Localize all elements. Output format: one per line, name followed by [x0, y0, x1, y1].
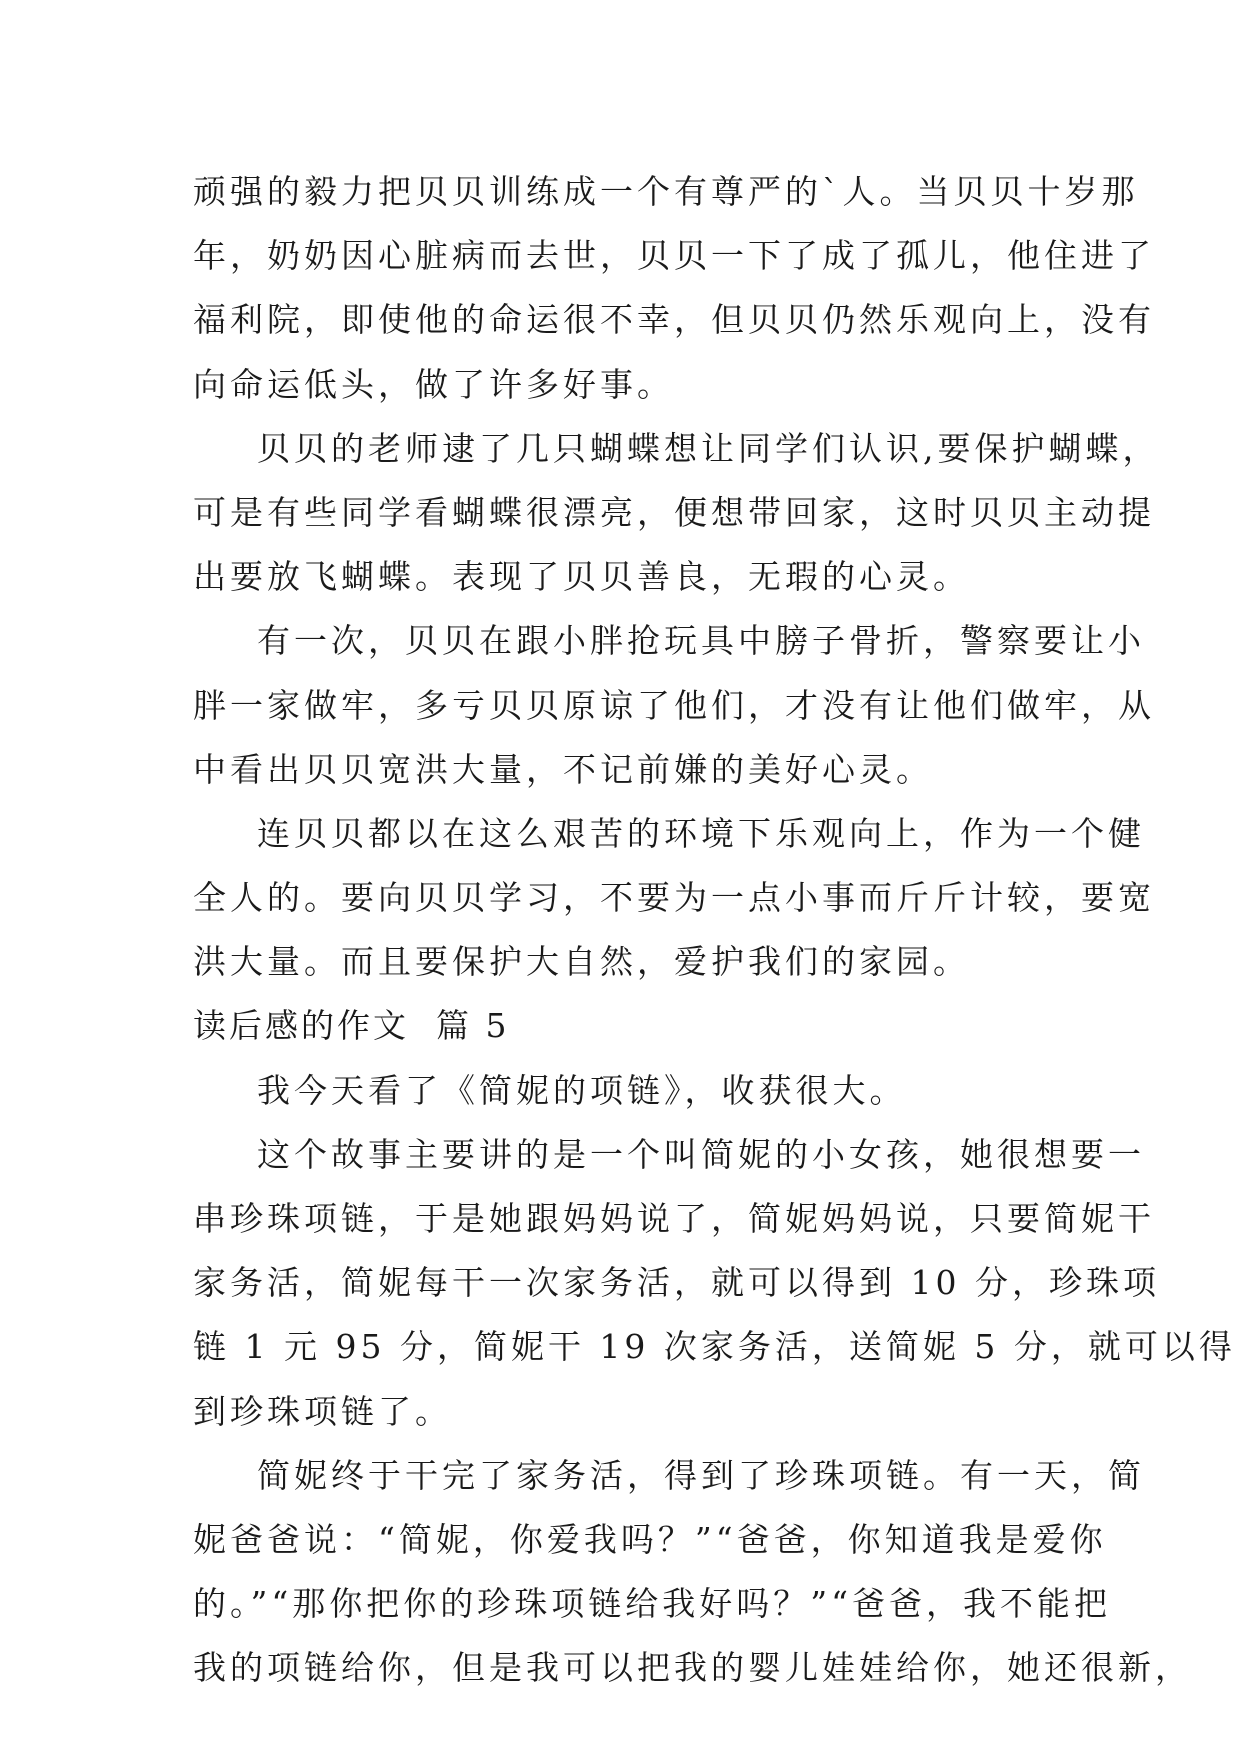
paragraph-line: 洪大量。而且要保护大自然，爱护我们的家园。 [193, 942, 970, 982]
paragraph-line: 串珍珠项链，于是她跟妈妈说了，简妮妈妈说，只要简妮干 [193, 1199, 1155, 1238]
paragraph-line: 顽强的毅力把贝贝训练成一个有尊严的`人。当贝贝十岁那 [193, 172, 1139, 211]
paragraph-line: 可是有些同学看蝴蝶很漂亮，便想带回家，这时贝贝主动提 [193, 492, 1155, 532]
paragraph-line: 全人的。要向贝贝学习，不要为一点小事而斤斤计较，要宽 [193, 878, 1155, 918]
paragraph-line: 贝贝的老师逮了几只蝴蝶想让同学们认识,要保护蝴蝶， [257, 428, 1160, 468]
section-heading: 读后感的作文 篇 5 [193, 1006, 510, 1046]
paragraph-line: 连贝贝都以在这么艰苦的环境下乐观向上，作为一个健 [257, 813, 1145, 853]
paragraph-line: 我今天看了《简妮的项链》，收获很大。 [257, 1070, 907, 1110]
paragraph-line: 链 1 元 95 分，简妮干 19 次家务活，送简妮 5 分，就可以得 [193, 1327, 1236, 1367]
paragraph-line: 胖一家做牢，多亏贝贝原谅了他们，才没有让他们做牢，从 [193, 685, 1155, 725]
paragraph-line: 到珍珠项链了。 [193, 1391, 452, 1431]
paragraph-line: 福利院，即使他的命运很不幸，但贝贝仍然乐观向上，没有 [193, 300, 1155, 340]
paragraph-line: 我的项链给你，但是我可以把我的婴儿娃娃给你，她还很新， [193, 1648, 1192, 1688]
paragraph-line: 这个故事主要讲的是一个叫简妮的小女孩，她很想要一 [257, 1134, 1145, 1174]
paragraph-line: 家务活，简妮每干一次家务活，就可以得到 10 分，珍珠项 [193, 1263, 1160, 1303]
paragraph-line: 有一次，贝贝在跟小胖抢玩具中膀子骨折，警察要让小 [257, 621, 1145, 661]
paragraph-line: 简妮终于干完了家务活，得到了珍珠项链。有一天，简 [257, 1455, 1145, 1495]
paragraph-line: 中看出贝贝宽洪大量，不记前嫌的美好心灵。 [193, 749, 933, 789]
paragraph-line: 向命运低头，做了许多好事。 [193, 364, 674, 404]
paragraph-line: 年，奶奶因心脏病而去世，贝贝一下了成了孤儿，他住进了 [193, 236, 1155, 276]
paragraph-line: 出要放飞蝴蝶。表现了贝贝善良，无瑕的心灵。 [193, 557, 970, 597]
paragraph-line: 的。”“那你把你的珍珠项链给我好吗？”“爸爸，我不能把 [193, 1584, 1111, 1624]
paragraph-line: 妮爸爸说：“简妮，你爱我吗？”“爸爸，你知道我是爱你 [193, 1519, 1107, 1559]
document-body [193, 160, 1236, 1701]
